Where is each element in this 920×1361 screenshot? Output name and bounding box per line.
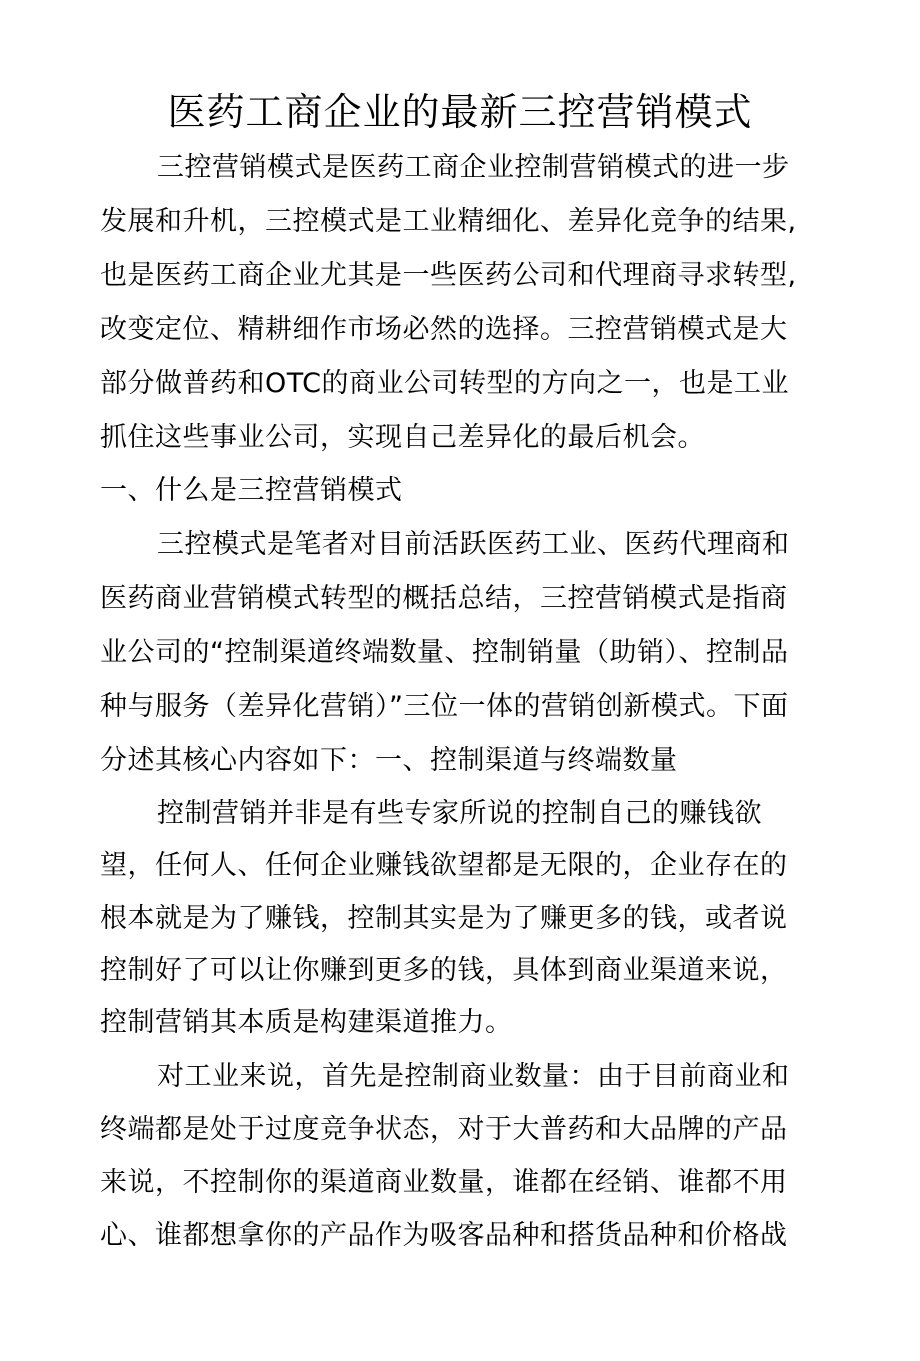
text-line: 部分做普药和OTC的商业公司转型的方向之一，也是工业 [100, 368, 790, 399]
text-line: 控制营销并非是有些专家所说的控制自己的赚钱欲 [157, 798, 762, 829]
text-line: 来说，不控制你的渠道商业数量，谁都在经销、谁都不用 [100, 1167, 788, 1198]
text-line: 抓住这些事业公司，实现自己差异化的最后机会。 [100, 422, 705, 453]
text-line: 终端都是处于过度竞争状态，对于大普药和大品牌的产品 [100, 1114, 788, 1145]
text-line: 分述其核心内容如下：一、控制渠道与终端数量 [100, 745, 678, 776]
text-line: 控制好了可以让你赚到更多的钱，具体到商业渠道来说， [100, 955, 788, 986]
text-line: 业公司的“控制渠道终端数量、控制销量（助销）、控制品 [100, 637, 789, 668]
text-line: 三控模式是笔者对目前活跃医药工业、医药代理商和 [157, 529, 790, 560]
text-line: 医药商业营销模式转型的概括总结，三控营销模式是指商 [100, 583, 788, 614]
text-line: 望，任何人、任何企业赚钱欲望都是无限的，企业存在的 [100, 850, 788, 881]
document-title: 医药工商企业的最新三控营销模式 [167, 90, 753, 134]
text-line: 控制营销其本质是构建渠道推力。 [100, 1007, 513, 1038]
text-line: 改变定位、精耕细作市场必然的选择。三控营销模式是大 [100, 314, 788, 345]
text-line: 也是医药工商企业尤其是一些医药公司和代理商寻求转型, [100, 260, 797, 291]
text-line: 对工业来说，首先是控制商业数量：由于目前商业和 [157, 1061, 790, 1092]
text-line: 心、谁都想拿你的产品作为吸客品种和搭货品种和价格战 [100, 1220, 788, 1251]
text-line: 三控营销模式是医药工商企业控制营销模式的进一步 [157, 152, 790, 183]
section-heading: 一、什么是三控营销模式 [100, 475, 403, 506]
text-line: 根本就是为了赚钱，控制其实是为了赚更多的钱，或者说 [100, 903, 788, 934]
text-line: 发展和升机，三控模式是工业精细化、差异化竞争的结果, [100, 206, 797, 237]
text-line: 种与服务（差异化营销）”三位一体的营销创新模式。下面 [100, 691, 789, 722]
